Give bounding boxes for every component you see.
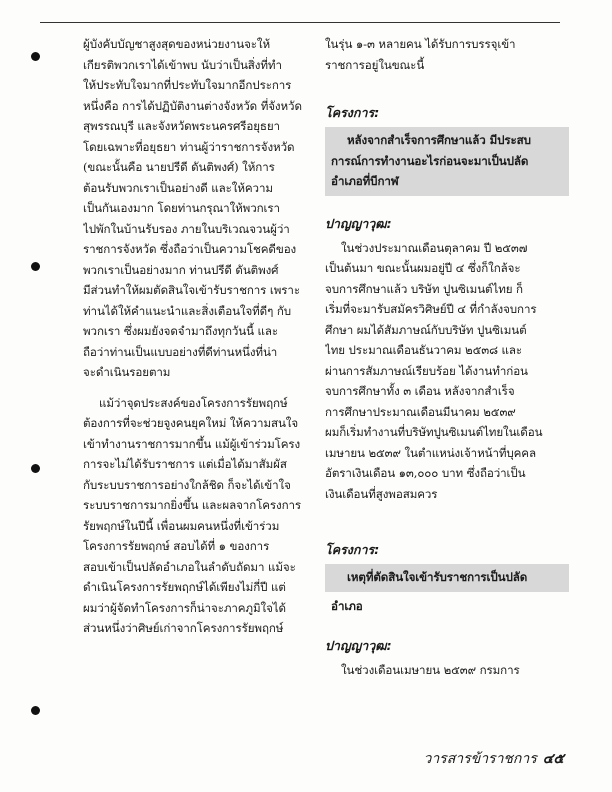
text-line: ผ่านการสัมภาษณ์เรียบร้อย ได้งานทำก่อน	[325, 363, 528, 378]
paragraph	[83, 34, 309, 383]
paragraph	[325, 660, 569, 681]
left-column	[83, 34, 309, 639]
text-line: ผมก็เริ่มทำงานที่บริษัทปูนซิเมนต์ไทยในเดือน	[325, 425, 543, 439]
question-box-continued: อำเภอ	[331, 598, 363, 613]
text-line: เงินเดือนที่สูงพอสมควร	[325, 486, 438, 501]
text-line: ไปพักในบ้านรับรอง ภายในบริเวณจวนผู้ว่า	[83, 221, 290, 236]
text-line: เป็นกันเองมาก โดยท่านกรุณาให้พวกเรา	[83, 201, 280, 215]
text-line: ต้องการที่จะช่วยจูงคนยุคใหม่ ให้ความสนใจ	[83, 416, 299, 430]
bullet-mark	[31, 262, 40, 271]
text-line: ในช่วงเดือนเมษายน ๒๕๓๙ กรมการ	[341, 663, 520, 677]
text-line: แม้ว่าจุดประสงค์ของโครงการรัยพฤกษ์	[99, 395, 288, 410]
text-line: ผมว่าผู้จัดทำโครงการก็น่าจะภาคภูมิใจได้	[83, 600, 286, 615]
text-line: ให้ประทับใจมากที่ประทับใจมากอีกประการ	[83, 78, 292, 92]
text-line: พวกเรา ซึ่งผมยังจดจำมาถึงทุกวันนี้ และ	[83, 324, 279, 338]
paragraph	[325, 34, 569, 75]
section-heading: โครงการ:	[325, 542, 380, 557]
text-line: ราชการอยู่ในขณะนี้	[325, 57, 425, 72]
text-line: ระบบราชการมากยิ่งขึ้น และผลจากโครงการ	[83, 498, 302, 512]
bullet-mark	[31, 52, 40, 61]
text-line: โครงการรัยพฤกษ์ สอบได้ที่ ๑ ของการ	[83, 539, 270, 553]
text-line: จะดำเนินรอยตาม	[83, 365, 171, 379]
text-line: มีส่วนทำให้ผมตัดสินใจเข้ารับราชการ เพราะ	[83, 283, 300, 297]
bullet-mark	[31, 464, 40, 473]
text-line: เริ่มที่จะมารับสมัครวิศิษย์ปี ๔ ที่กำลังจบการ	[325, 302, 537, 316]
text-line: สุพรรณบุรี และจังหวัดพระนครศรีอยุธยา	[83, 119, 280, 133]
bullet-mark	[31, 706, 40, 715]
page-footer	[423, 748, 564, 770]
text-line: จบการศึกษาแล้ว บริษัท ปูนซิเมนต์ไทย ก็	[325, 281, 523, 296]
section-heading: โครงการ:	[325, 105, 380, 120]
text-line: เกียรติพวกเราได้เข้าพบ นับว่าเป็นสิ่งที่ทำ	[83, 57, 282, 72]
text-line: เมษายน ๒๕๓๙ ในตำแหน่งเจ้าหน้าที่บุคคล	[325, 445, 536, 460]
text-line: ถือว่าท่านเป็นแบบอย่างที่ดีท่านหนึ่งที่น่า	[83, 344, 278, 359]
text-line: อำเภอที่บีกาฬ	[331, 174, 399, 188]
text-line: โดยเฉพาะที่อยุธยา ท่านผู้ว่าราชการจังหวัด	[83, 139, 295, 154]
text-line: จบการศึกษาทั้ง ๓ เดือน หลังจากสำเร็จ	[325, 384, 515, 398]
text-line: ส่วนหนึ่งว่าศิษย์เก่าจากโครงการรัยพฤกษ์	[83, 621, 284, 635]
text-line: กับระบบราชการอย่างใกล้ชิด ก็จะได้เข้าใจ	[83, 477, 291, 492]
text-line: ต้อนรับพวกเราเป็นอย่างดี และให้ความ	[83, 180, 273, 195]
journal-title: วารสารข้าราชการ	[423, 751, 537, 767]
text-line: การศึกษาประมาณเดือนมีนาคม ๒๕๓๙	[325, 404, 516, 419]
text-line: การจะไม่ได้รับราชการ แต่เมื่อได้มาสัมผัส	[83, 457, 287, 471]
text-line: ราชการจังหวัด ซึ่งถือว่าเป็นความโชคดีของ	[83, 242, 297, 256]
text-line: รัยพฤกษ์ในปีนี้ เพื่อนผมคนหนึ่งที่เข้าร่วม	[83, 518, 280, 533]
text-line: ไทย ประมาณเดือนธันวาคม ๒๕๓๘ และ	[325, 343, 523, 357]
question-box	[325, 127, 569, 196]
text-line: เข้าทำงานราชการมากขึ้น แม้ผู้เข้าร่วมโครง	[83, 436, 301, 451]
section-heading: ปาญญาวุฒ:	[325, 638, 392, 653]
text-line: ผู้บังคับบัญชาสูงสุดของหน่วยงานจะให้	[83, 37, 271, 51]
text-line: ในรุ่น ๑-๓ หลายคน ได้รับการบรรจุเข้า	[325, 37, 516, 51]
question-box	[325, 564, 569, 592]
section-heading: ปาญญาวุฒ:	[325, 215, 392, 231]
text-line: การณ์การทำงานอะไรก่อนจะมาเป็นปลัด	[331, 153, 529, 168]
text-line: หนึ่งคือ การได้ปฏิบัติงานต่างจังหวัด ที่จังหวัด	[83, 98, 302, 113]
text-line: อัตราเงินเดือน ๑๓,๐๐๐ บาท ซึ่งถือว่าเป็น	[325, 466, 526, 480]
text-line: (ขณะนั้นคือ นายปรีดี ดันติพงศ์) ให้การ	[83, 160, 275, 174]
text-line: หลังจากสำเร็จการศึกษาแล้ว มีประสบ	[347, 133, 531, 147]
paragraph	[325, 238, 569, 505]
paragraph	[83, 393, 309, 639]
top-rule	[40, 22, 560, 23]
text-line: พวกเราเป็นอย่างมาก ท่านปรีดี ดันติพงศ์	[83, 262, 279, 277]
text-line: ในช่วงประมาณเดือนตุลาคม ปี ๒๕๓๗	[341, 240, 528, 255]
page-number: ๔๕	[542, 751, 564, 767]
text-line: ท่านได้ให้คำแนะนำและสิ่งเตือนใจที่ดีๆ กับ	[83, 303, 292, 318]
right-column	[325, 34, 569, 681]
text-line: ดำเนินโครงการรัยพฤกษ์ได้เพียงไม่กี่ปี แต่	[83, 580, 286, 594]
text-line: เหตุที่ตัดสินใจเข้ารับราชการเป็นปลัด	[347, 570, 528, 584]
text-line: เป็นต้นมา ขณะนั้นผมอยู่ปี ๔ ซึ่งก็ใกล้จะ	[325, 261, 521, 275]
text-line: ศึกษา ผมได้สัมภาษณ์กับบริษัท ปูนซิเมนต์	[325, 322, 527, 337]
text-line: สอบเข้าเป็นปลัดอำเภอในลำดับถัดมา แม้จะ	[83, 559, 296, 574]
